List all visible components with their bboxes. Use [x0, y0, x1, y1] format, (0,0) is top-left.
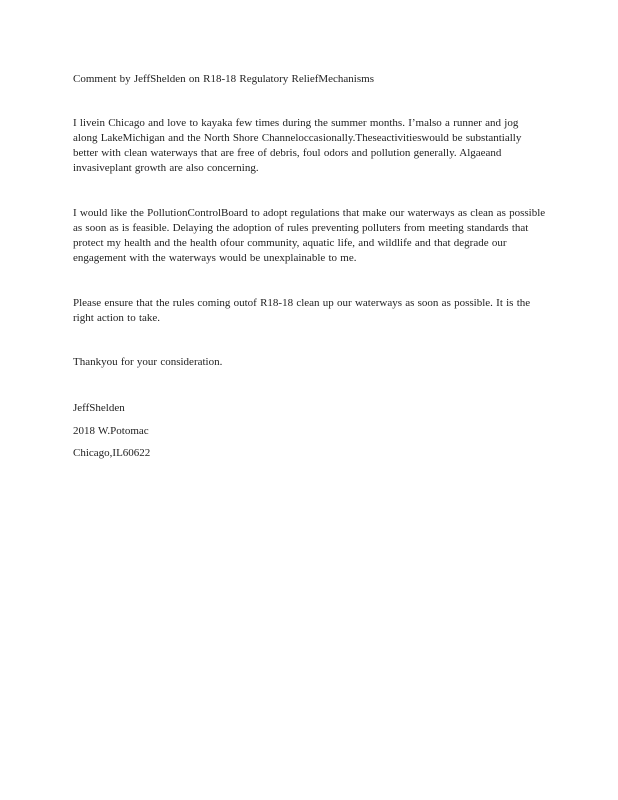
closing-line: Thankyou for your consideration.: [73, 356, 223, 368]
paragraph-2: I would like the PollutionControlBoard to adopt regulations that make our waterways as clean as possible as soon as is feasible. Delaying the adoption of rules preventing polluters from meeting standards that protect my health and the health ofour community, aquatic life, and wildlife and that degrade our engagement with the waterways would be unexplainable to me.: [73, 207, 546, 264]
signature-block: [73, 401, 553, 469]
document-title: Comment by JeffShelden on R18-18 Regulatory ReliefMechanisms: [73, 73, 374, 85]
signature-street: 2018 W.Potomac: [73, 424, 149, 437]
signature-city: Chicago,IL60622: [73, 447, 151, 459]
signature-name: JeffShelden: [73, 402, 125, 414]
paragraph-1: I livein Chicago and love to kayaka few times during the summer months. I’malso a runner and jog along LakeMichigan and the North Shore Channeloccasionally.Theseactivitieswould be substantially better with clean waterways that are free of debris, foul odors and pollution generally. Algaeand invasiveplant growth are also concerning.: [73, 117, 522, 174]
paragraph-3: Please ensure that the rules coming outof R18-18 clean up our waterways as soon as possible. It is the right action to take.: [73, 297, 531, 324]
